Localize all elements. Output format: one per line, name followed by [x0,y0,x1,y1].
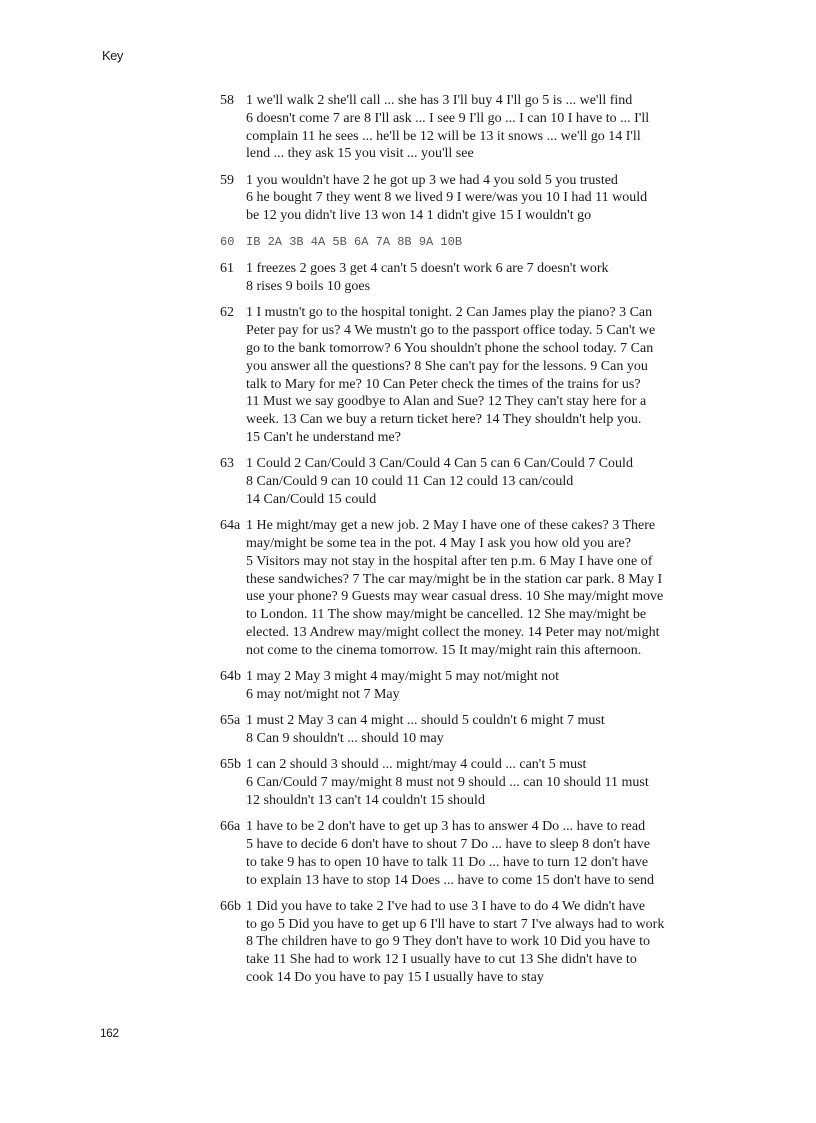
answer-line: use your phone? 9 Guests may wear casual dress. 10 She may/might move [246,589,664,605]
answer-line: 1 freezes 2 goes 3 get 4 can't 5 doesn't work 6 are 7 doesn't work [246,261,609,277]
answer-text [246,712,740,748]
exercise-number: 62 [220,305,234,321]
answer-text [246,234,740,252]
answer-line: 1 Did you have to take 2 I've had to use 3 I have to do 4 We didn't have [246,898,646,914]
answer-line: 6 he bought 7 they went 8 we lived 9 I were/was you 10 I had 11 would [246,190,648,206]
answer-text [246,260,740,296]
answer-text [246,517,740,659]
answer-line: 1 He might/may get a new job. 2 May I have one of these cakes? 3 There [246,518,656,534]
exercise-number: 66a [220,819,241,835]
answer-line: you answer all the questions? 8 She can't pay for the lessons. 9 Can you [246,358,648,374]
answer-line: 8 Can 9 shouldn't ... should 10 may [246,731,444,746]
answer-line: 1 I mustn't go to the hospital tonight. 2 Can James play the piano? 3 Can [246,305,653,321]
answer-line: these sandwiches? 7 The car may/might be in the station car park. 8 May I [246,571,663,587]
answer-entry [220,455,740,508]
answer-entry [220,260,740,296]
answer-entry [220,712,740,748]
answer-line: 1 Could 2 Can/Could 3 Can/Could 4 Can 5 can 6 Can/Could 7 Could [246,456,633,472]
answer-line: complain 11 he sees ... he'll be 12 will be 13 it snows ... we'll go 14 I'll [246,128,641,144]
answer-line: 8 rises 9 boils 10 goes [246,279,371,295]
answer-line: 6 may not/might not 7 May [246,686,400,702]
answer-text [246,668,740,704]
answer-line: lend ... they ask 15 you visit ... you'll see [246,146,474,162]
answer-line: Peter pay for us? 4 We mustn't go to the passport office today. 5 Can't we [246,323,656,339]
answer-text [246,92,740,163]
answer-line: to explain 13 have to stop 14 Does ... have to come 15 don't have to send [246,872,655,888]
answer-line: go to the bank tomorrow? 6 You shouldn't phone the school today. 7 Can [246,341,654,357]
answer-line: 1 you wouldn't have 2 he got up 3 we had 4 you sold 5 you trusted [246,172,618,188]
answer-line: 6 Can/Could 7 may/might 8 must not 9 should ... can 10 should 11 must [246,775,649,791]
answer-line: elected. 13 Andrew may/might collect the money. 14 Peter may not/might [246,625,660,641]
exercise-number: 61 [220,261,234,277]
answer-line: 12 shouldn't 13 can't 14 couldn't 15 should [246,792,485,808]
exercise-number: 58 [220,93,234,108]
answer-key-list [220,92,740,995]
exercise-number: 65a [220,713,241,729]
page-number: 162 [100,1026,119,1040]
answer-entry [220,668,740,704]
answer-entry [220,304,740,446]
answer-line: 5 have to decide 6 don't have to shout 7 Do ... have to sleep 8 don't have [246,836,650,852]
answer-entry [220,517,740,659]
answer-line: talk to Mary for me? 10 Can Peter check the times of the trains for us? [246,376,641,392]
answer-text [246,898,740,987]
answer-line: 1 may 2 May 3 might 4 may/might 5 may not/might not [246,669,560,685]
answer-text [246,304,740,446]
answer-line: to London. 11 The show may/might be cancelled. 12 She may/might be [246,607,647,623]
answer-entry [220,234,740,252]
answer-entry [220,756,740,809]
answer-line: 14 Can/Could 15 could [246,491,377,507]
exercise-number: 64b [220,669,241,685]
answer-line: IB 2A 3B 4A 5B 6A 7A 8B 9A 10B [246,234,463,249]
answer-line: 1 have to be 2 don't have to get up 3 has to answer 4 Do ... have to read [246,819,646,835]
answer-entry [220,172,740,225]
answer-entry [220,898,740,987]
answer-line: to take 9 has to open 10 have to talk 11 Do ... have to turn 12 don't have [246,854,649,870]
answer-text [246,818,740,889]
answer-line: may/might be some tea in the pot. 4 May I ask you how old you are? [246,536,631,552]
exercise-number: 65b [220,757,241,773]
exercise-number: 59 [220,172,234,188]
answer-text [246,172,740,225]
answer-entry [220,818,740,889]
answer-line: 1 can 2 should 3 should ... might/may 4 could ... can't 5 must [246,757,587,773]
answer-line: 5 Visitors may not stay in the hospital after ten p.m. 6 May I have one of [246,553,653,569]
answer-line: 8 The children have to go 9 They don't have to work 10 Did you have to [246,934,651,950]
answer-line: 6 doesn't come 7 are 8 I'll ask ... I see 9 I'll go ... I can 10 I have to ... I'll [246,110,650,126]
exercise-number: 66b [220,898,241,914]
answer-entry [220,92,740,163]
answer-text [246,455,740,508]
exercise-number: 64a [220,518,241,534]
exercise-number: 63 [220,456,234,472]
exercise-number: 60 [220,234,235,249]
answer-line: take 11 She had to work 12 I usually have to cut 13 She didn't have to [246,952,637,968]
page-header: Key [102,48,123,63]
answer-line: 11 Must we say goodbye to Alan and Sue? 12 They can't stay here for a [246,394,647,410]
answer-line: 8 Can/Could 9 can 10 could 11 Can 12 could 13 can/could [246,474,574,490]
answer-line: not come to the cinema tomorrow. 15 It may/might rain this afternoon. [246,642,642,658]
answer-line: to go 5 Did you have to get up 6 I'll have to start 7 I've always had to work [246,916,665,932]
answer-line: 1 we'll walk 2 she'll call ... she has 3 I'll buy 4 I'll go 5 is ... we'll find [246,93,633,108]
answer-line: be 12 you didn't live 13 won 14 1 didn't give 15 I wouldn't go [246,208,592,224]
answer-line: 15 Can't he understand me? [246,430,401,446]
answer-line: 1 must 2 May 3 can 4 might ... should 5 couldn't 6 might 7 must [246,713,605,729]
answer-line: cook 14 Do you have to pay 15 I usually have to stay [246,970,544,986]
answer-line: week. 13 Can we buy a return ticket here? 14 They shouldn't help you. [246,412,642,428]
answer-text [246,756,740,809]
